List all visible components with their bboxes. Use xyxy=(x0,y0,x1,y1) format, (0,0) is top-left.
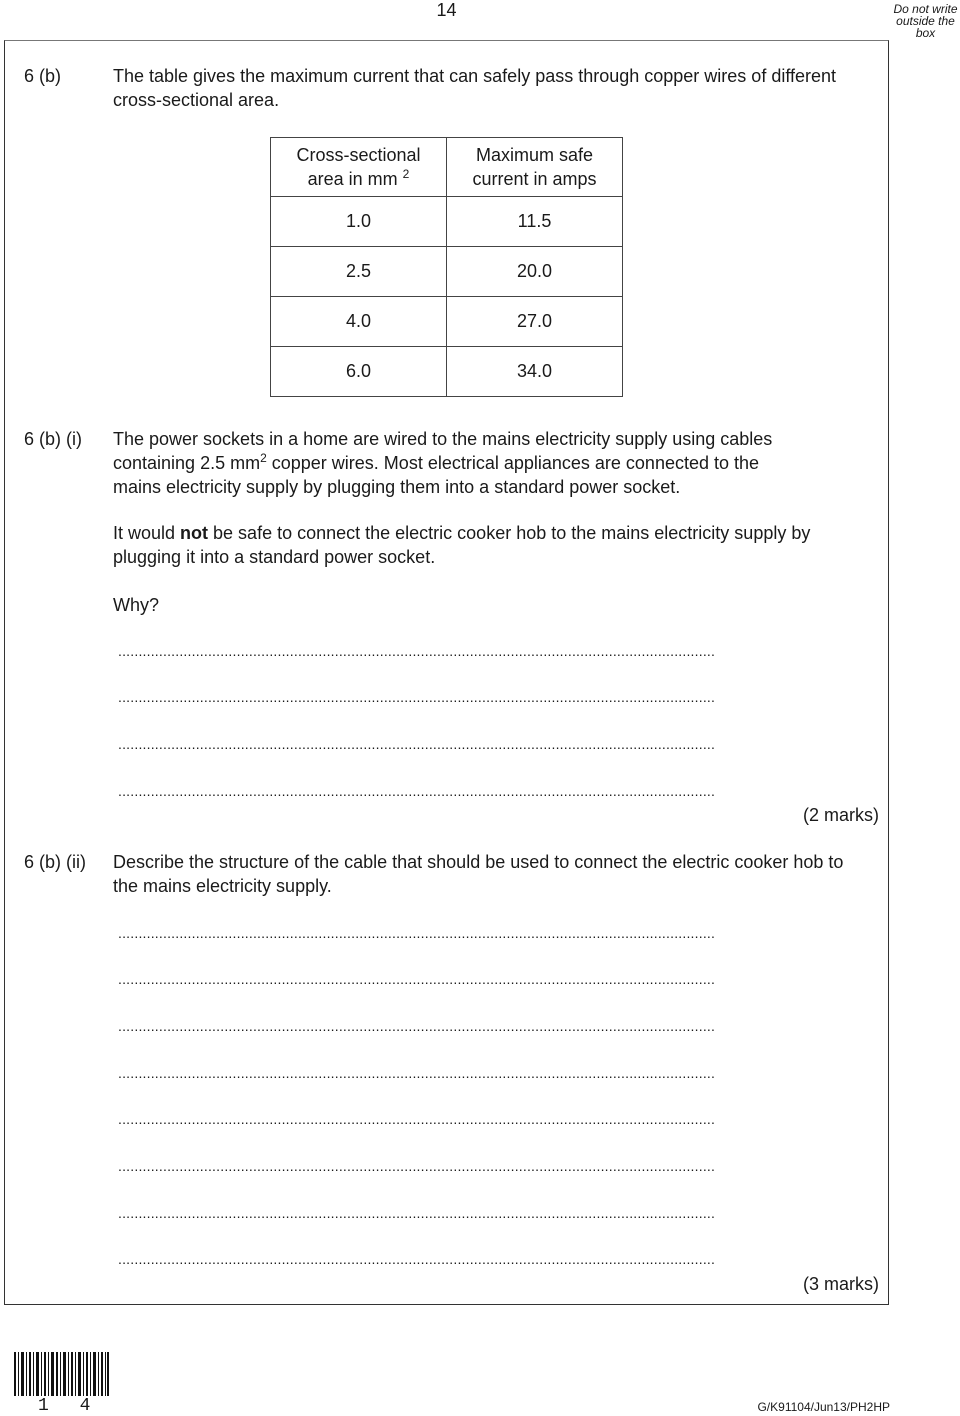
answer-line[interactable]: .................................................................................................................................................. xyxy=(118,1205,716,1221)
question-6b-text: The table gives the maximum current that can safely pass through copper wires of different cross-sectional area. xyxy=(113,66,837,110)
table-row xyxy=(271,197,623,247)
current-table xyxy=(270,137,623,397)
question-label-6bi: 6 (b) (i) xyxy=(24,429,82,449)
question-6bi-statement: It would not be safe to connect the electric cooker hob to the mains electricity supply by plugging it into a standard power socket. xyxy=(113,523,811,567)
question-label-6b: 6 (b) xyxy=(24,66,62,86)
marks-6bii: (3 marks) xyxy=(803,1274,879,1294)
column-header-area: Cross-sectional area in mm $^2$ xyxy=(271,138,447,197)
margin-note: Do not write outside the box xyxy=(893,2,958,40)
question-6bi-text: The power sockets in a home are wired to the mains electricity supply using cables containing 2.5 $mm^2$ copper wires. Most electrical appliances are connected to the mains electricity supply by plugging them into a standard power socket. xyxy=(113,429,773,497)
table-row xyxy=(271,297,623,347)
answer-line[interactable]: .................................................................................................................................................. xyxy=(118,1158,716,1174)
table-row xyxy=(271,347,623,397)
answer-line[interactable]: .................................................................................................................................................. xyxy=(118,736,716,752)
table-cell-area: 4.0 xyxy=(271,297,447,347)
column-header-current: Maximum safe current in amps xyxy=(447,138,623,197)
table-cell-current: 27.0 xyxy=(447,297,623,347)
marks-6bi: (2 marks) xyxy=(803,805,879,825)
answer-line[interactable]: .................................................................................................................................................. xyxy=(118,783,716,799)
answer-line[interactable]: .................................................................................................................................................. xyxy=(118,925,716,941)
answer-line[interactable]: .................................................................................................................................................. xyxy=(118,1018,716,1034)
question-6bi-prompt: Why? xyxy=(113,595,160,615)
table-cell-current: 11.5 xyxy=(447,197,623,247)
question-label-6bii: 6 (b) (ii) xyxy=(24,852,86,872)
table-cell-area: 1.0 xyxy=(271,197,447,247)
table-header-row xyxy=(271,138,623,197)
table-cell-area: 2.5 xyxy=(271,247,447,297)
answer-line[interactable]: .................................................................................................................................................. xyxy=(118,1251,716,1267)
paper-reference: G/K91104/Jun13/PH2HP xyxy=(757,1400,890,1414)
answer-line[interactable]: .................................................................................................................................................. xyxy=(118,689,716,705)
barcode-icon xyxy=(14,1352,109,1396)
answer-line[interactable]: .................................................................................................................................................. xyxy=(118,971,716,987)
table-row xyxy=(271,247,623,297)
answer-line[interactable]: .................................................................................................................................................. xyxy=(118,643,716,659)
page-code: 1 4 xyxy=(38,1396,101,1416)
page-number: 14 xyxy=(436,0,457,20)
table-cell-current: 20.0 xyxy=(447,247,623,297)
table-cell-current: 34.0 xyxy=(447,347,623,397)
question-6bii-text: Describe the structure of the cable that should be used to connect the electric cooker hob to the mains electricity supply. xyxy=(113,852,844,896)
answer-line[interactable]: .................................................................................................................................................. xyxy=(118,1111,716,1127)
table-cell-area: 6.0 xyxy=(271,347,447,397)
answer-line[interactable]: .................................................................................................................................................. xyxy=(118,1065,716,1081)
